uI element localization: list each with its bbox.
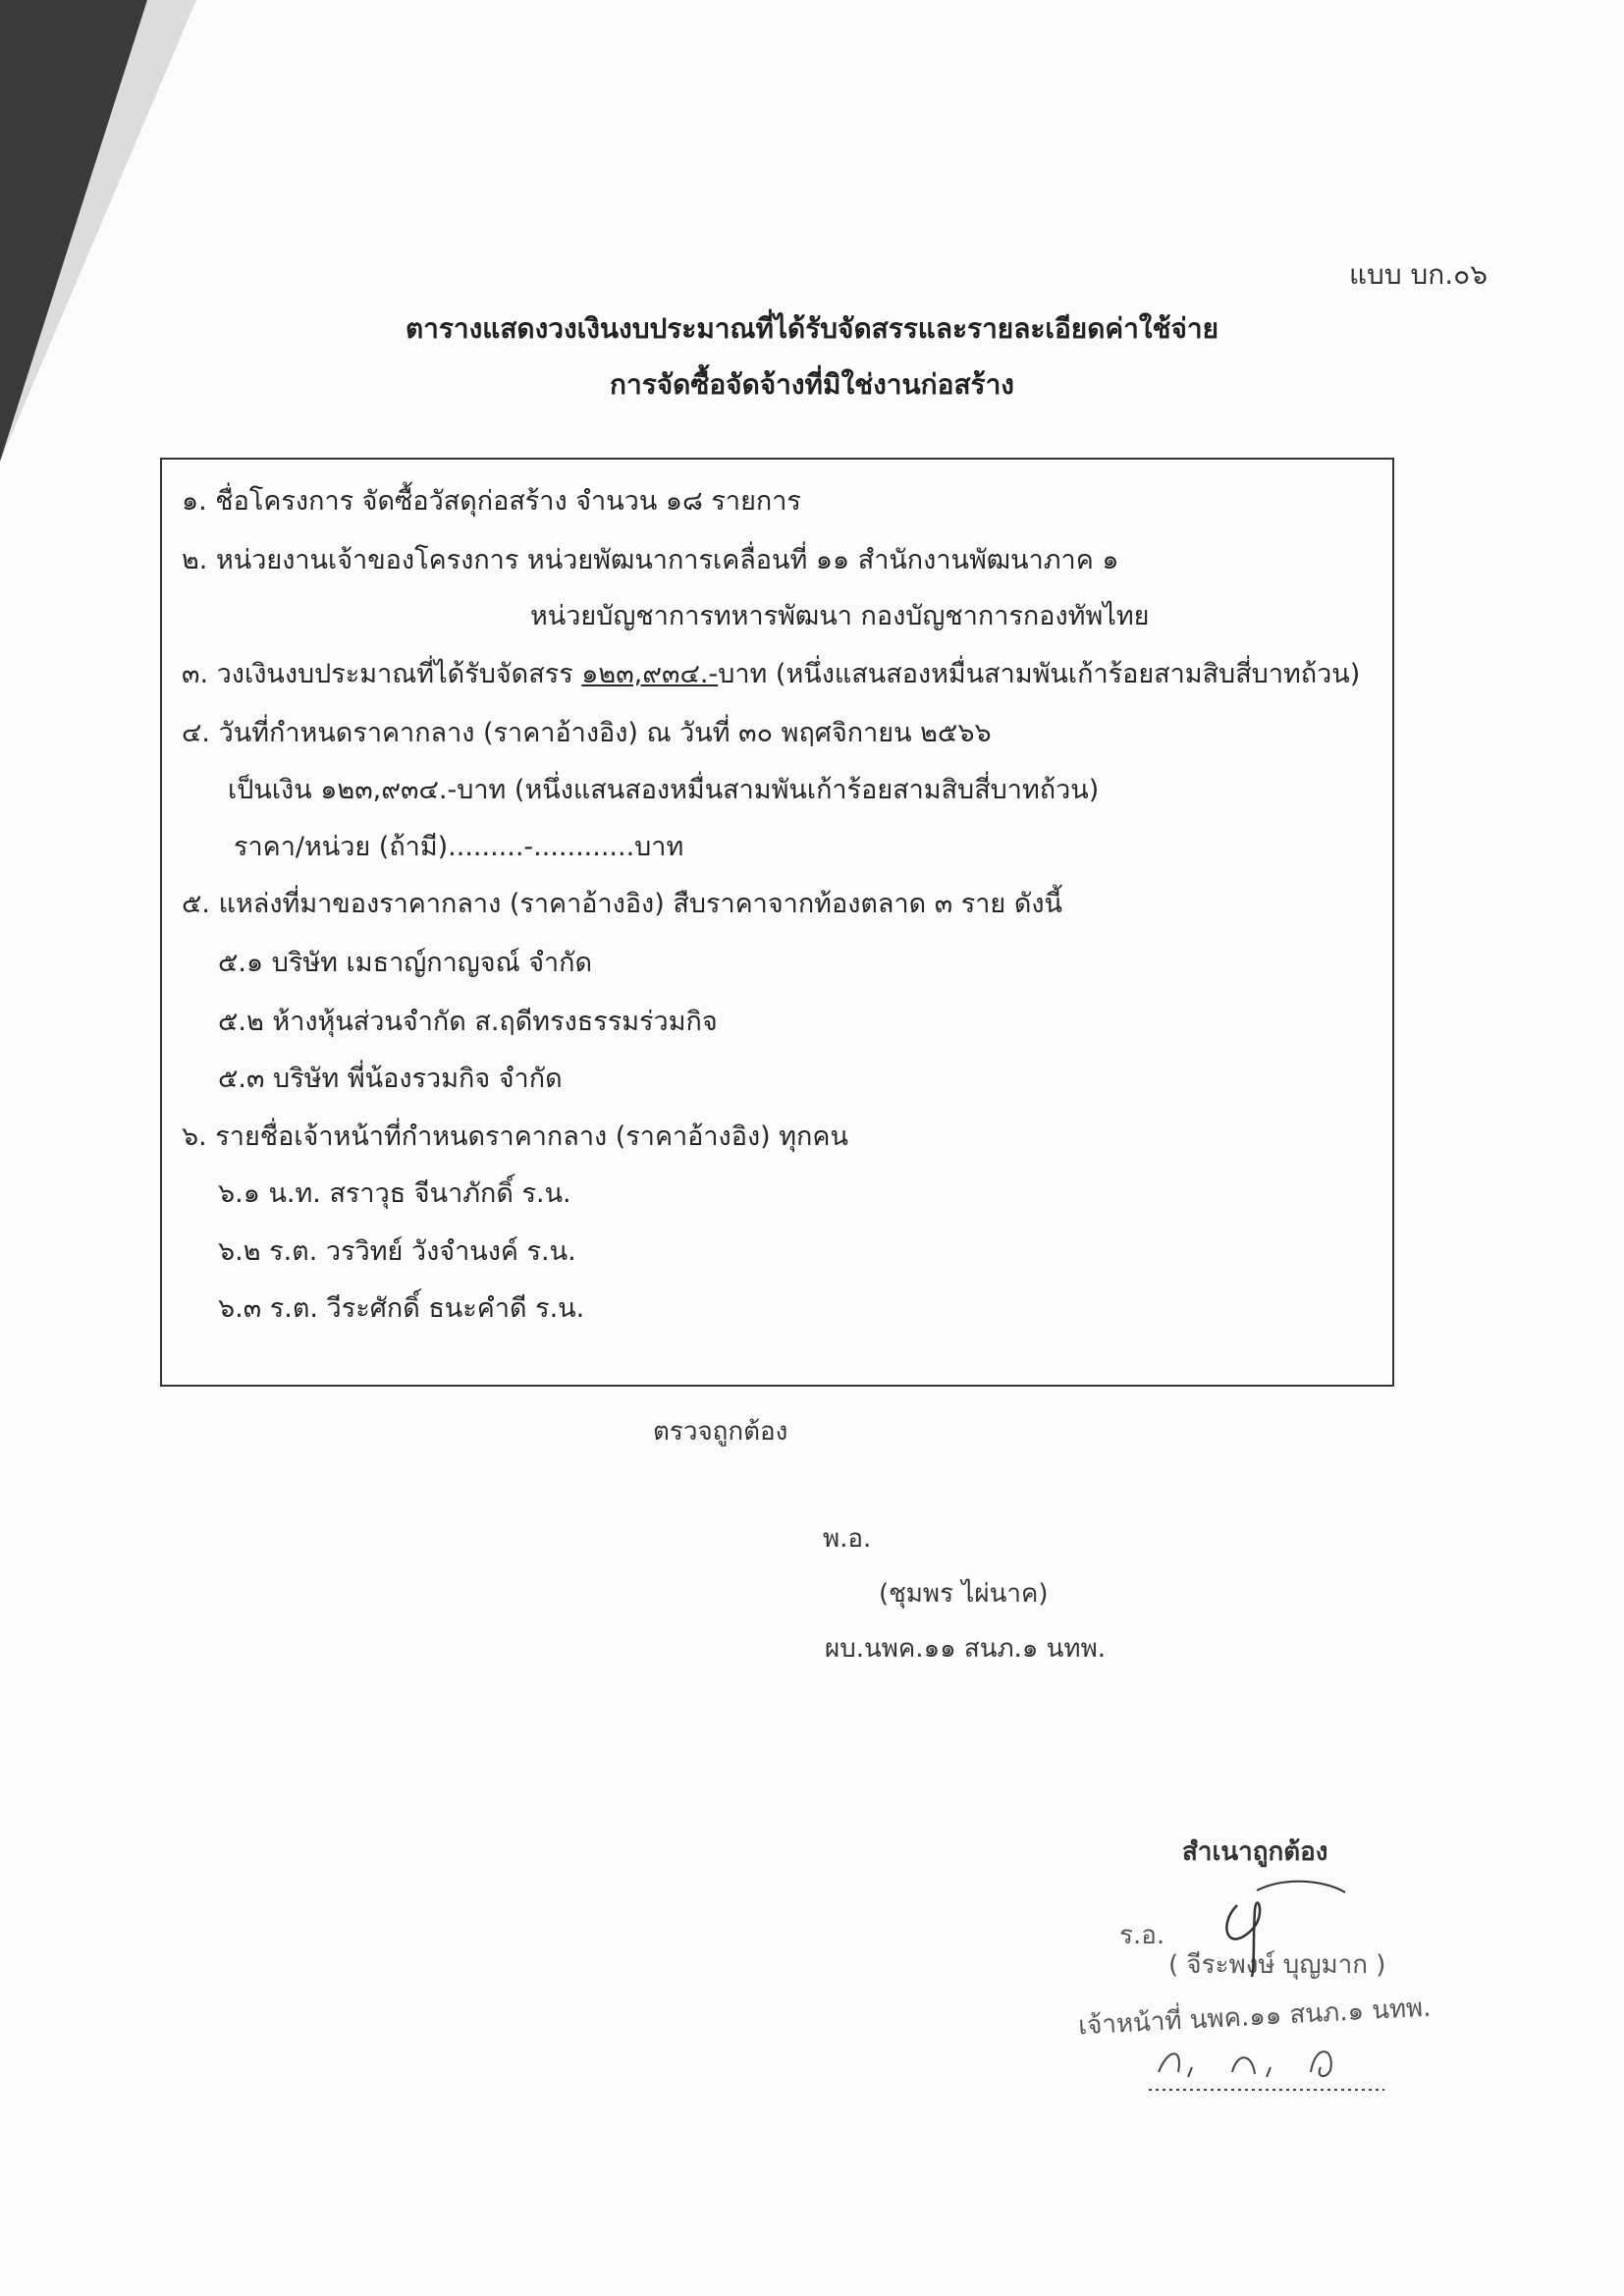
item-2-owner-unit-cont: หน่วยบัญชาการทหารพัฒนา กองบัญชาการกองทัพไทย [530, 601, 1150, 631]
signer-1-name: (ชุมพร ไผ่นาค) [879, 1579, 1049, 1609]
item-1-project-name: ๑. ชื่อโครงการ จัดซื้อวัสดุก่อสร้าง จำนวน ๑๘ รายการ [182, 486, 801, 517]
item-3-amount: ๑๒๓,๙๓๔.- [581, 659, 719, 689]
details-box [160, 458, 1394, 1387]
item-5-price-source: ๕. แหล่งที่มาของราคากลาง (ราคาอ้างอิง) สืบราคาจากท้องตลาด ๓ ราย ดังนี้ [182, 889, 1063, 919]
item-6-1: ๖.๑ น.ท. สราวุธ จีนาภักดิ์ ร.น. [218, 1178, 571, 1209]
item-4-amount: เป็นเงิน ๑๒๓,๙๓๔.-บาท (หนึ่งแสนสองหมื่นสามพันเก้าร้อยสามสิบสี่บาทถ้วน) [228, 775, 1100, 805]
item-3-suffix: บาท (หนึ่งแสนสองหมื่นสามพันเก้าร้อยสามสิบสี่บาทถ้วน) [718, 659, 1361, 689]
item-6-3: ๖.๓ ร.ต. วีระศักดิ์ ธนะคำดี ร.น. [218, 1293, 585, 1324]
verified-label: ตรวจถูกต้อง [653, 1417, 788, 1447]
title-line-1: ตารางแสดงวงเงินงบประมาณที่ได้รับจัดสรรและรายละเอียดค่าใช้จ่าย [405, 312, 1219, 345]
certified-copy-rank: ร.อ. [1119, 1921, 1165, 1950]
handwritten-signature [1198, 1871, 1355, 1979]
item-2-owner-unit: ๒. หน่วยงานเจ้าของโครงการ หน่วยพัฒนาการเคลื่อนที่ ๑๑ สำนักงานพัฒนาภาค ๑ [182, 545, 1119, 575]
handwritten-date [1139, 2033, 1394, 2102]
item-6-officers: ๖. รายชื่อเจ้าหน้าที่กำหนดราคากลาง (ราคาอ้างอิง) ทุกคน [182, 1121, 848, 1152]
item-4-date: ๔. วันที่กำหนดราคากลาง (ราคาอ้างอิง) ณ วันที่ ๓๐ พฤศจิกายน ๒๕๖๖ [182, 718, 992, 748]
item-6-2: ๖.๒ ร.ต. วรวิทย์ วังจำนงค์ ร.น. [218, 1236, 576, 1267]
form-code: แบบ บก.๐๖ [1349, 258, 1488, 291]
certified-copy-heading: สำเนาถูกต้อง [1182, 1837, 1328, 1867]
title-line-2: การจัดซื้อจัดจ้างที่มิใช่งานก่อสร้าง [610, 368, 1014, 401]
item-5-2: ๕.๒ ห้างหุ้นส่วนจำกัด ส.ฤดีทรงธรรมร่วมกิจ [218, 1007, 718, 1037]
item-3-budget [182, 652, 1360, 694]
item-3-prefix: ๓. วงเงินงบประมาณที่ได้รับจัดสรร [182, 659, 582, 689]
certified-copy-name: ( จีระพงษ์ บุญมาก ) [1168, 1950, 1386, 1980]
item-4-unit-price: ราคา/หน่วย (ถ้ามี).........-............บาท [234, 832, 684, 862]
item-5-1: ๕.๑ บริษัท เมธาญ์กาญจณ์ จำกัด [218, 948, 593, 978]
signer-1-rank: พ.อ. [823, 1524, 872, 1554]
signer-1-position: ผบ.นพค.๑๑ สนภ.๑ นทพ. [825, 1634, 1106, 1664]
certified-copy-position: เจ้าหน้าที่ นพค.๑๑ สนภ.๑ นทพ. [1077, 1993, 1433, 2042]
item-5-3: ๕.๓ บริษัท พี่น้องรวมกิจ จำกัด [218, 1064, 563, 1094]
